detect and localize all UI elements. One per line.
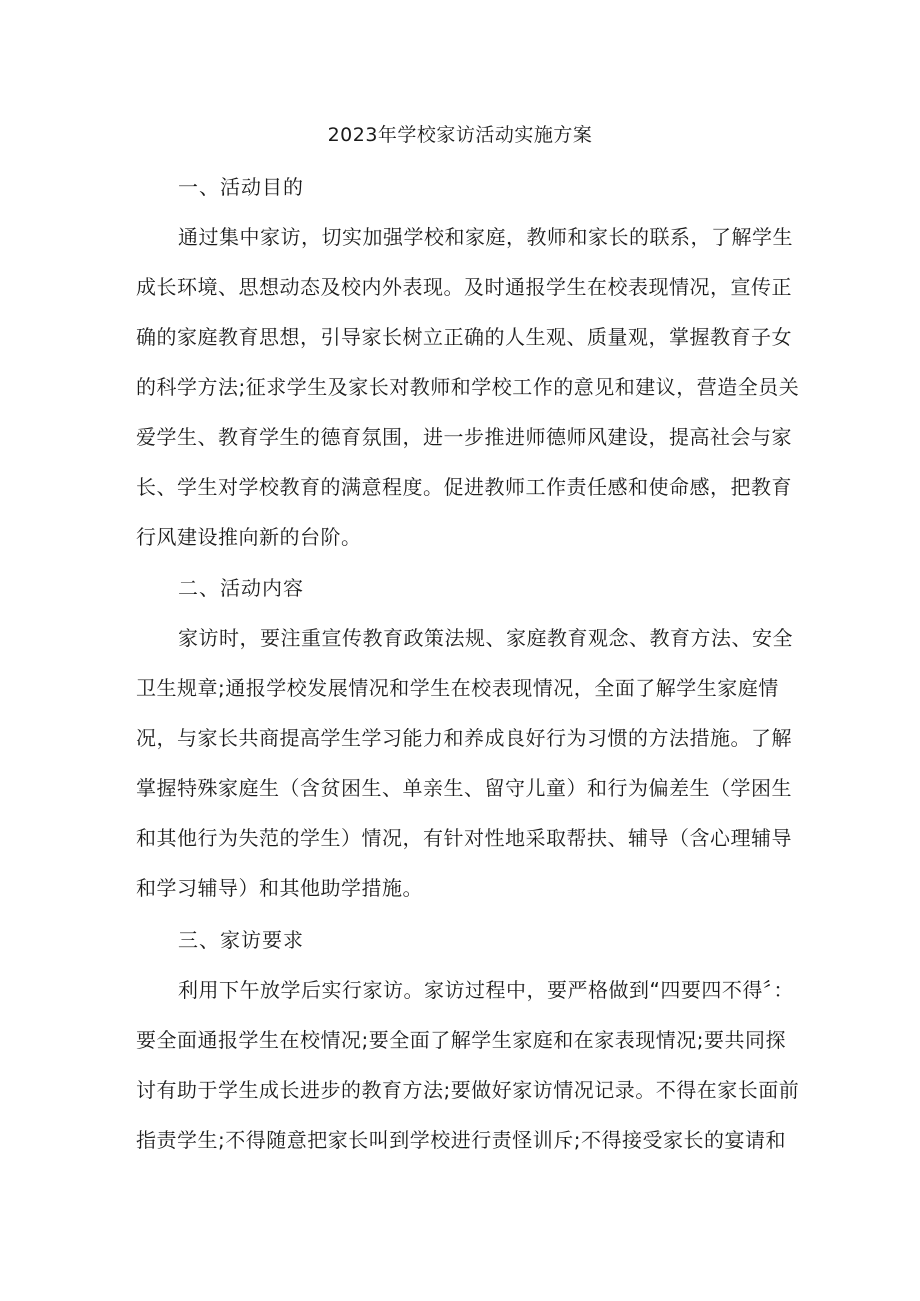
paragraph-line: 指责学生;不得随意把家长叫到学校进行责怪训斥;不得接受家长的宴请和: [136, 1128, 786, 1152]
section-heading-3: 三、家访要求: [178, 928, 304, 952]
paragraph-line: 长、学生对学校教育的满意程度。促进教师工作责任感和使命感，把教育: [136, 475, 792, 499]
paragraph-line: 通过集中家访，切实加强学校和家庭，教师和家长的联系，了解学生: [178, 225, 793, 249]
paragraph-line: 成长环境、思想动态及校内外表现。及时通报学生在校表现情况，宣传正: [136, 275, 792, 299]
paragraph-line: 讨有助于学生成长进步的教育方法;要做好家访情况记录。不得在家长面前: [136, 1078, 800, 1102]
section-heading-1: 一、活动目的: [178, 175, 304, 199]
paragraph-line: 行风建设推向新的台阶。: [136, 525, 362, 549]
paragraph-line: 利用下午放学后实行家访。家访过程中，要严格做到“四要四不得〞：: [178, 978, 794, 1002]
paragraph-line: 和其他行为失范的学生）情况，有针对性地采取帮扶、辅导（含心理辅导: [136, 826, 792, 850]
document-title: 2023年学校家访活动实施方案: [327, 124, 593, 146]
paragraph-line: 确的家庭教育思想，引导家长树立正确的人生观、质量观，掌握教育子女: [136, 325, 792, 349]
paragraph-line: 掌握特殊家庭生（含贫困生、单亲生、留守儿童）和行为偏差生（学困生: [136, 776, 792, 800]
paragraph-line: 的科学方法;征求学生及家长对教师和学校工作的意见和建议，营造全员关: [136, 375, 800, 399]
paragraph-line: 要全面通报学生在校情况;要全面了解学生家庭和在家表现情况;要共同探: [136, 1028, 786, 1052]
paragraph-line: 和学习辅导）和其他助学措施。: [136, 876, 423, 900]
paragraph-line: 况，与家长共商提高学生学习能力和养成良好行为习惯的方法措施。了解: [136, 726, 792, 750]
paragraph-line: 卫生规章;通报学校发展情况和学生在校表现情况，全面了解学生家庭情: [136, 676, 779, 700]
paragraph-line: 爱学生、教育学生的德育氛围，进一步推进师德师风建设，提高社会与家: [136, 425, 792, 449]
section-heading-2: 二、活动内容: [178, 576, 304, 600]
paragraph-line: 家访时，要注重宣传教育政策法规、家庭教育观念、教育方法、安全: [178, 626, 793, 650]
